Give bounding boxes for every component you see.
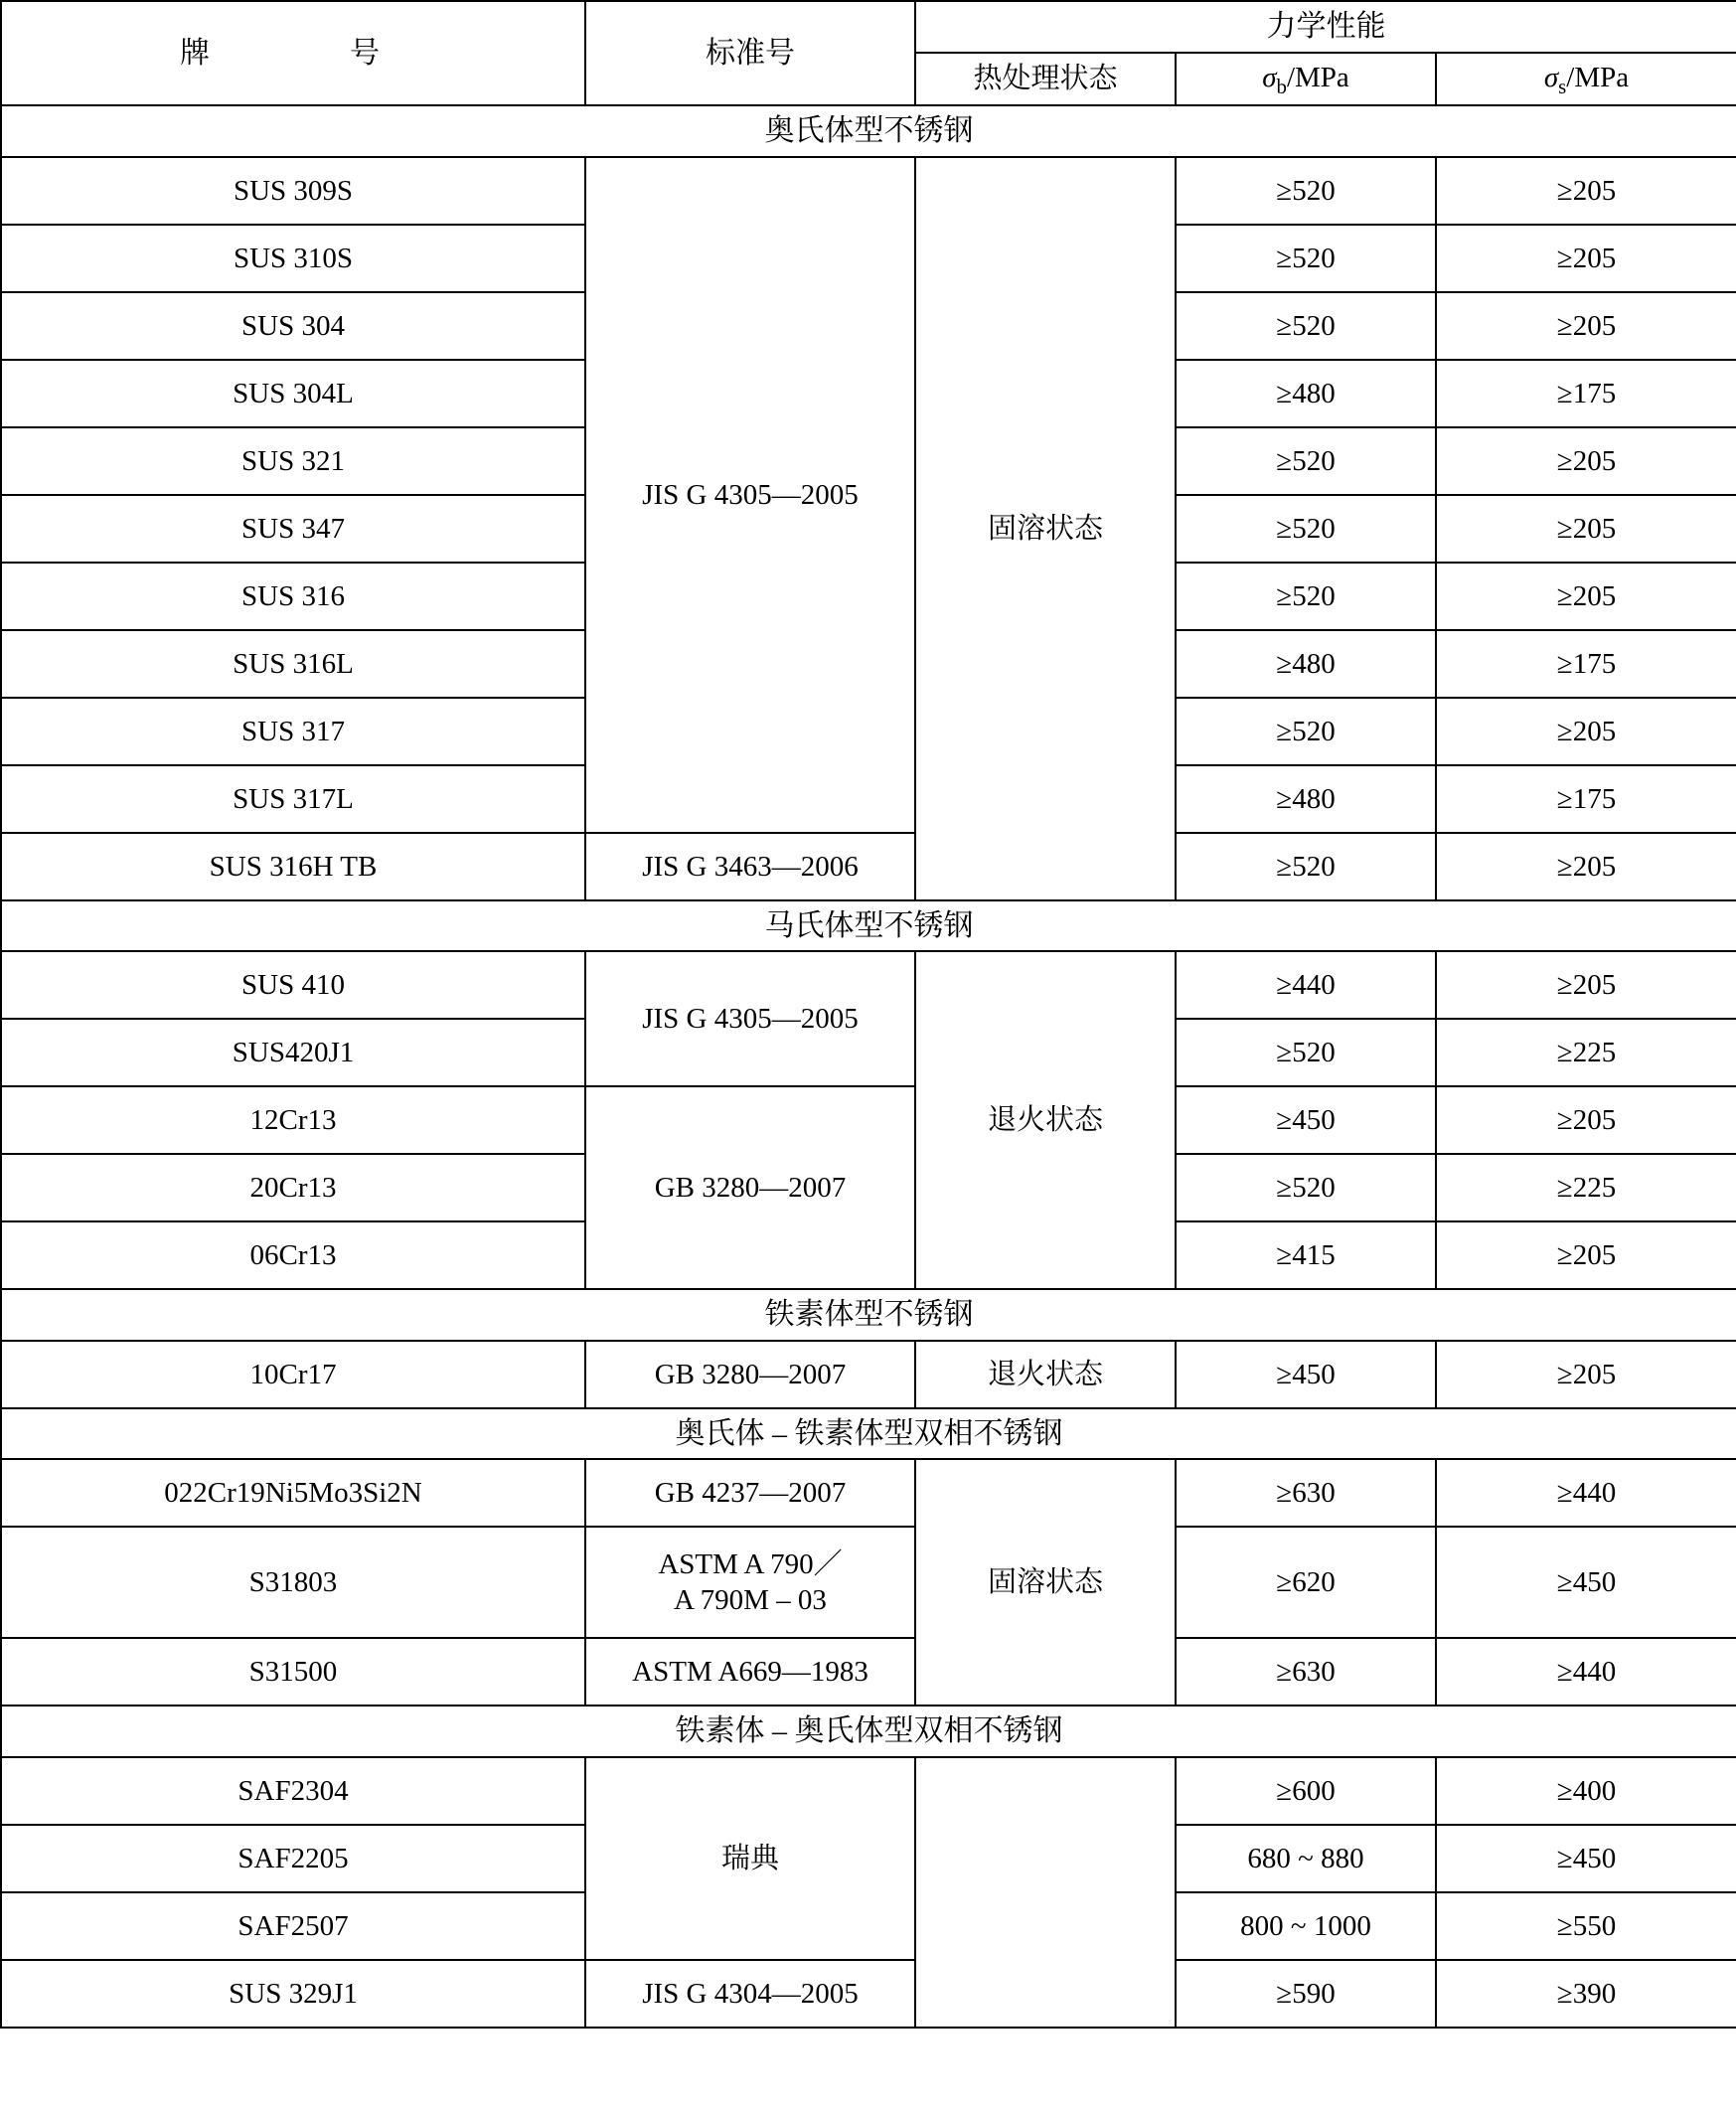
section-title-row [1, 1706, 1736, 1757]
cell-sigma-s: ≥205 [1436, 157, 1736, 225]
table-row [1, 1459, 1736, 1527]
cell-grade: SUS 329J1 [1, 1960, 585, 2028]
table-header-row-1 [1, 1, 1736, 53]
cell-heat-merged: 固溶状态 [915, 1459, 1176, 1706]
cell-sigma-s: ≥205 [1436, 698, 1736, 765]
cell-grade: SUS 321 [1, 427, 585, 495]
cell-sigma-b: ≥520 [1176, 427, 1436, 495]
header-sigma-b: $\sigma_b$/MPa [1176, 53, 1436, 106]
cell-sigma-b: 800 ~ 1000 [1176, 1892, 1436, 1960]
cell-sigma-s: ≥450 [1436, 1825, 1736, 1892]
cell-sigma-b: ≥600 [1176, 1757, 1436, 1825]
cell-standard: JIS G 3463—2006 [585, 833, 915, 900]
cell-standard: GB 3280—2007 [585, 1341, 915, 1408]
cell-heat-empty [915, 1757, 1176, 2028]
cell-sigma-b: ≥440 [1176, 951, 1436, 1019]
cell-sigma-b: ≥480 [1176, 630, 1436, 698]
cell-sigma-s: ≥440 [1436, 1638, 1736, 1706]
cell-sigma-s: ≥205 [1436, 951, 1736, 1019]
cell-standard-merged: GB 3280—2007 [585, 1086, 915, 1289]
section-title-row [1, 1289, 1736, 1341]
cell-sigma-b: ≥520 [1176, 292, 1436, 360]
cell-heat-merged: 退火状态 [915, 951, 1176, 1289]
cell-standard: JIS G 4304—2005 [585, 1960, 915, 2028]
cell-sigma-s: ≥225 [1436, 1154, 1736, 1221]
cell-standard: GB 4237—2007 [585, 1459, 915, 1527]
cell-sigma-b: ≥520 [1176, 1154, 1436, 1221]
cell-sigma-b: ≥630 [1176, 1638, 1436, 1706]
cell-sigma-b: ≥520 [1176, 225, 1436, 292]
cell-sigma-s: ≥205 [1436, 1086, 1736, 1154]
cell-sigma-b: ≥620 [1176, 1527, 1436, 1638]
table-row [1, 1341, 1736, 1408]
cell-grade: SUS 309S [1, 157, 585, 225]
table-row [1, 951, 1736, 1019]
cell-grade: SAF2304 [1, 1757, 585, 1825]
section-title-row [1, 900, 1736, 952]
cell-grade: SUS 316H TB [1, 833, 585, 900]
cell-sigma-b: 680 ~ 880 [1176, 1825, 1436, 1892]
table-row [1, 1086, 1736, 1154]
table-row [1, 1960, 1736, 2028]
section-title-row [1, 1408, 1736, 1460]
cell-sigma-s: ≥205 [1436, 833, 1736, 900]
cell-sigma-b: ≥520 [1176, 157, 1436, 225]
cell-sigma-s: ≥175 [1436, 765, 1736, 833]
cell-sigma-s: ≥205 [1436, 292, 1736, 360]
section-title-austenitic: 奥氏体型不锈钢 [1, 105, 1736, 157]
cell-sigma-b: ≥630 [1176, 1459, 1436, 1527]
cell-grade: 022Cr19Ni5Mo3Si2N [1, 1459, 585, 1527]
cell-sigma-s: ≥550 [1436, 1892, 1736, 1960]
standard-line-1: ASTM A 790／ [658, 1548, 843, 1581]
cell-sigma-s: ≥205 [1436, 563, 1736, 630]
header-mechanical-properties: 力学性能 [915, 1, 1736, 53]
standard-line-2: A 790M – 03 [674, 1584, 827, 1617]
cell-sigma-s: ≥205 [1436, 225, 1736, 292]
cell-sigma-s: ≥175 [1436, 630, 1736, 698]
cell-heat: 退火状态 [915, 1341, 1176, 1408]
table-row [1, 157, 1736, 225]
cell-sigma-b: ≥520 [1176, 698, 1436, 765]
table-row [1, 1527, 1736, 1638]
cell-grade: SUS 316L [1, 630, 585, 698]
cell-heat-merged: 固溶状态 [915, 157, 1176, 900]
section-title-row [1, 105, 1736, 157]
cell-grade: SUS 317 [1, 698, 585, 765]
cell-grade: SUS 410 [1, 951, 585, 1019]
header-heat-treatment: 热处理状态 [915, 53, 1176, 106]
table-row [1, 1638, 1736, 1706]
cell-sigma-s: ≥205 [1436, 1341, 1736, 1408]
cell-sigma-s: ≥205 [1436, 427, 1736, 495]
cell-sigma-b: ≥520 [1176, 1019, 1436, 1086]
cell-standard-merged: 瑞典 [585, 1757, 915, 1960]
cell-sigma-s: ≥400 [1436, 1757, 1736, 1825]
header-standard: 标准号 [585, 1, 915, 105]
cell-grade: 12Cr13 [1, 1086, 585, 1154]
cell-sigma-s: ≥390 [1436, 1960, 1736, 2028]
cell-standard [585, 1527, 915, 1638]
cell-grade: SAF2205 [1, 1825, 585, 1892]
cell-sigma-s: ≥440 [1436, 1459, 1736, 1527]
section-title-ferritic: 铁素体型不锈钢 [1, 1289, 1736, 1341]
cell-grade: S31500 [1, 1638, 585, 1706]
cell-standard-merged: JIS G 4305—2005 [585, 951, 915, 1086]
cell-grade: 10Cr17 [1, 1341, 585, 1408]
cell-sigma-b: ≥450 [1176, 1341, 1436, 1408]
cell-grade: S31803 [1, 1527, 585, 1638]
cell-grade: 20Cr13 [1, 1154, 585, 1221]
cell-sigma-b: ≥520 [1176, 833, 1436, 900]
cell-sigma-s: ≥225 [1436, 1019, 1736, 1086]
cell-sigma-s: ≥175 [1436, 360, 1736, 427]
cell-sigma-s: ≥205 [1436, 1221, 1736, 1289]
section-title-martensitic: 马氏体型不锈钢 [1, 900, 1736, 952]
cell-sigma-b: ≥520 [1176, 563, 1436, 630]
cell-sigma-b: ≥520 [1176, 495, 1436, 563]
cell-standard-merged: JIS G 4305—2005 [585, 157, 915, 833]
cell-sigma-b: ≥590 [1176, 1960, 1436, 2028]
table-row [1, 833, 1736, 900]
cell-standard: ASTM A669—1983 [585, 1638, 915, 1706]
cell-sigma-s: ≥205 [1436, 495, 1736, 563]
cell-sigma-b: ≥450 [1176, 1086, 1436, 1154]
header-grade: 牌 号 [1, 1, 585, 105]
cell-grade: SUS 347 [1, 495, 585, 563]
section-title-ferritic-austenitic-duplex: 铁素体 – 奥氏体型双相不锈钢 [1, 1706, 1736, 1757]
cell-sigma-b: ≥415 [1176, 1221, 1436, 1289]
cell-grade: 06Cr13 [1, 1221, 585, 1289]
cell-grade: SUS 310S [1, 225, 585, 292]
table-row [1, 1757, 1736, 1825]
cell-sigma-b: ≥480 [1176, 360, 1436, 427]
cell-sigma-s: ≥450 [1436, 1527, 1736, 1638]
cell-grade: SUS 304 [1, 292, 585, 360]
cell-grade: SAF2507 [1, 1892, 585, 1960]
cell-sigma-b: ≥480 [1176, 765, 1436, 833]
cell-grade: SUS420J1 [1, 1019, 585, 1086]
cell-grade: SUS 316 [1, 563, 585, 630]
header-sigma-s: $\sigma_s$/MPa [1436, 53, 1736, 106]
cell-grade: SUS 304L [1, 360, 585, 427]
section-title-austenitic-ferritic-duplex: 奥氏体 – 铁素体型双相不锈钢 [1, 1408, 1736, 1460]
cell-grade: SUS 317L [1, 765, 585, 833]
